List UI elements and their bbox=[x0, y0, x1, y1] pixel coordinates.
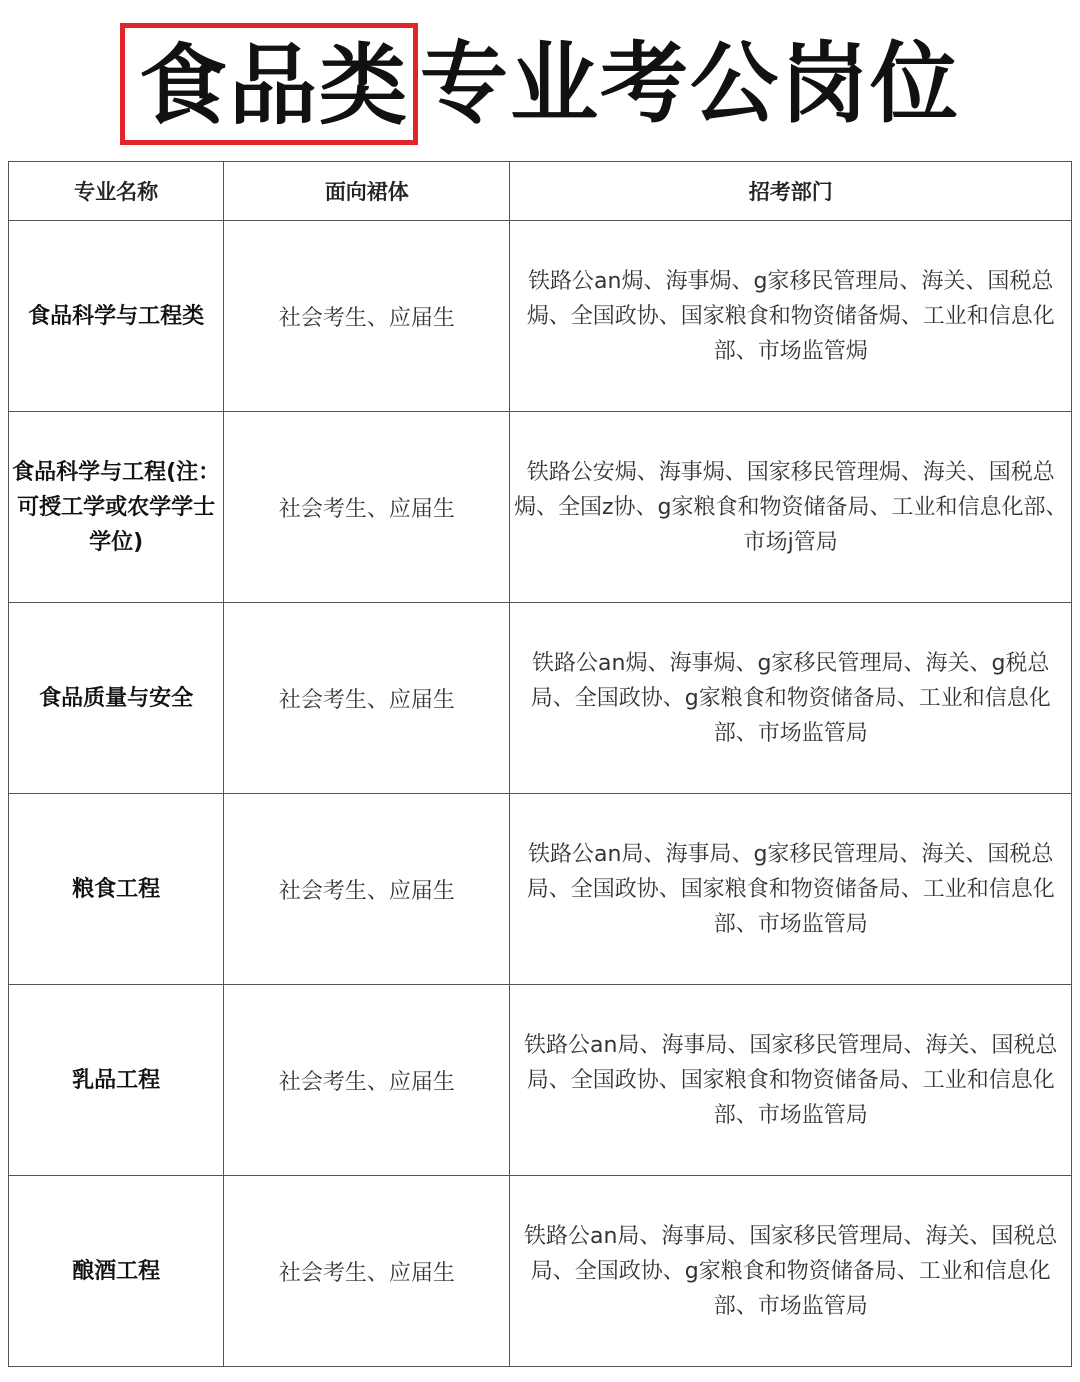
cell-dept: 铁路公安焗、海事焗、国家移民管理焗、海关、国税总焗、全国z协、g家粮食和物资储备局、工业和信息化部、市场j管局 bbox=[510, 412, 1072, 603]
cell-dept: 铁路公an焗、海事焗、g家移民管理局、海关、g税总局、全国政协、g家粮食和物资储备局、工业和信息化部、市场监管局 bbox=[510, 603, 1072, 794]
cell-group: 社会考生、应届生 bbox=[224, 794, 510, 985]
cell-dept: 铁路公an局、海事局、g家移民管理局、海关、国税总局、全国政协、国家粮食和物资储备局、工业和信息化部、市场监管局 bbox=[510, 794, 1072, 985]
positions-table bbox=[8, 161, 1072, 1367]
table-row bbox=[9, 1176, 1072, 1367]
header-group: 面向裙体 bbox=[224, 162, 510, 221]
cell-major: 粮食工程 bbox=[9, 794, 224, 985]
table-row bbox=[9, 985, 1072, 1176]
cell-major: 乳品工程 bbox=[9, 985, 224, 1176]
cell-group: 社会考生、应届生 bbox=[224, 1176, 510, 1367]
title-text: 专业考公岗位 bbox=[420, 32, 961, 135]
title-row bbox=[0, 18, 1080, 150]
cell-major: 食品科学与工程(注：可授工学或农学学士学位) bbox=[9, 412, 224, 603]
cell-dept: 铁路公an局、海事局、国家移民管理局、海关、国税总局、全国政协、g家粮食和物资储备局、工业和信息化部、市场监管局 bbox=[510, 1176, 1072, 1367]
header-major: 专业名称 bbox=[9, 162, 224, 221]
table-row bbox=[9, 794, 1072, 985]
cell-group: 社会考生、应届生 bbox=[224, 412, 510, 603]
table-row bbox=[9, 603, 1072, 794]
cell-group: 社会考生、应届生 bbox=[224, 221, 510, 412]
header-dept: 招考部门 bbox=[510, 162, 1072, 221]
cell-group: 社会考生、应届生 bbox=[224, 985, 510, 1176]
cell-group: 社会考生、应届生 bbox=[224, 603, 510, 794]
table-row bbox=[9, 221, 1072, 412]
table-row bbox=[9, 412, 1072, 603]
cell-major: 食品科学与工程类 bbox=[9, 221, 224, 412]
cell-dept: 铁路公an局、海事局、国家移民管理局、海关、国税总局、全国政协、国家粮食和物资储备局、工业和信息化部、市场监管局 bbox=[510, 985, 1072, 1176]
cell-major: 食品质量与安全 bbox=[9, 603, 224, 794]
table-header-row bbox=[9, 162, 1072, 221]
title-highlight-box: 食品类 bbox=[120, 23, 418, 145]
page-title bbox=[120, 23, 960, 145]
cell-major: 酿酒工程 bbox=[9, 1176, 224, 1367]
cell-dept: 铁路公an焗、海事焗、g家移民管理局、海关、国税总焗、全国政协、国家粮食和物资储备焗、工业和信息化部、市场监管焗 bbox=[510, 221, 1072, 412]
